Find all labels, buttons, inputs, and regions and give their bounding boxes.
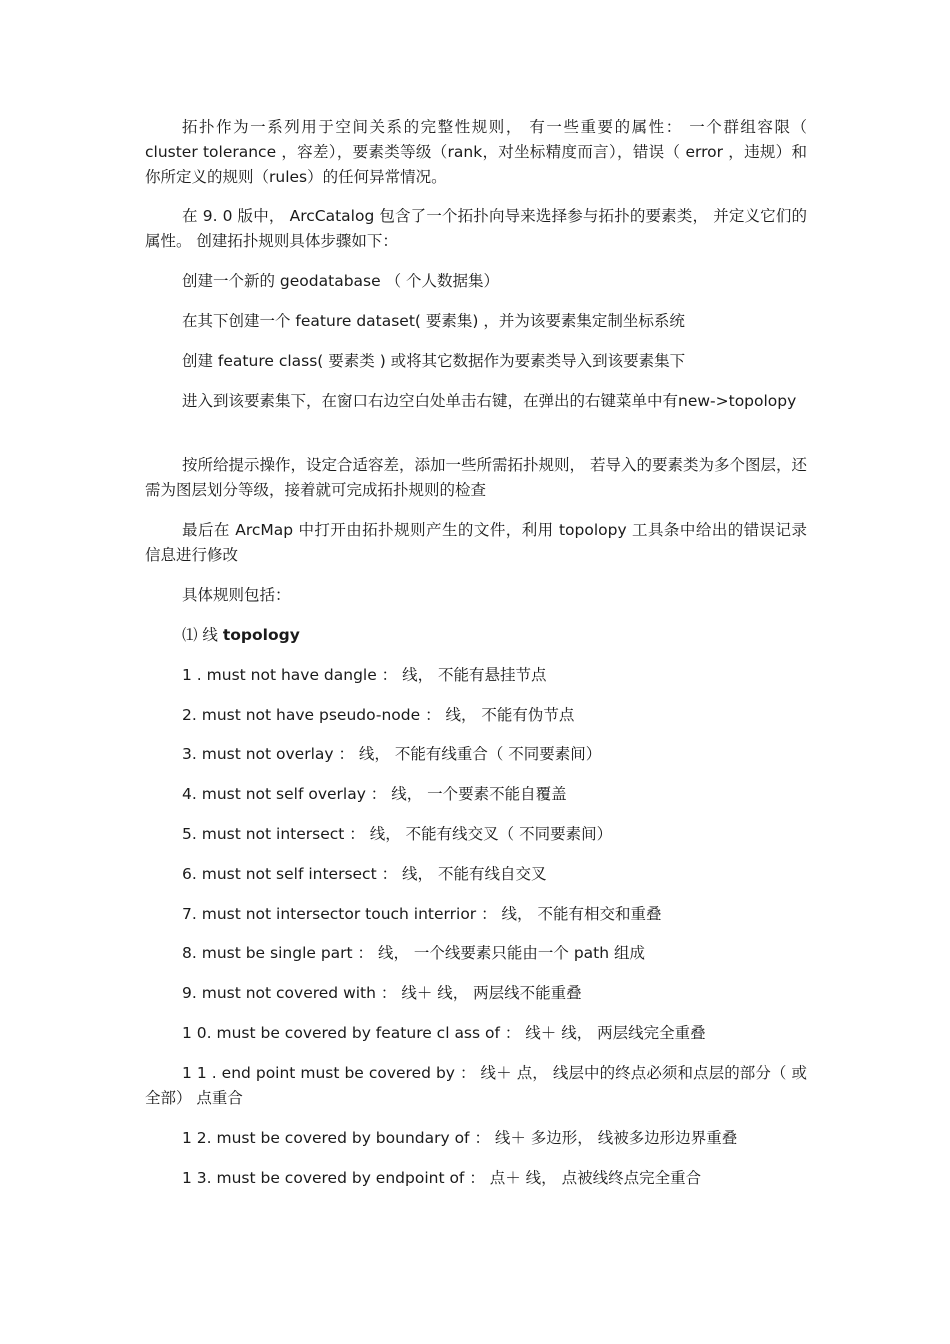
rule-item: 6. must not self intersect ： 线， 不能有线自交叉 [182,865,547,883]
rule-item: 1 1 . end point must be covered by ： 线＋ 点， 线层中的终点必须和点层的部分（ 或全部） 点重合 [145,1064,807,1107]
rule-item: 1 . must not have dangle ： 线， 不能有悬挂节点 [182,666,547,684]
section-title: topology [222,626,300,644]
version-paragraph: 在 9. 0 版中， ArcCatalog 包含了一个拓扑向导来选择参与拓扑的要素类， 并定义它们的属性。 创建拓扑规则具体步骤如下： [145,207,807,250]
step-arcmap-fix: 最后在 ArcMap 中打开由拓扑规则产生的文件，利用 topolopy 工具条中给出的错误记录信息进行修改 [145,521,807,564]
step-create-feature-dataset: 在其下创建一个 feature dataset( 要素集) ，并为该要素集定制坐标系统 [182,312,685,330]
step-create-feature-class: 创建 feature class( 要素类 ) 或将其它数据作为要素类导入到该要素集下 [182,352,686,370]
rule-item: 1 3. must be covered by endpoint of ： 点＋ 线， 点被线终点完全重合 [182,1169,702,1187]
step-set-tolerance: 按所给提示操作，设定合适容差，添加一些所需拓扑规则， 若导入的要素类为多个图层，还需为图层划分等级，接着就可完成拓扑规则的检查 [145,456,807,499]
rule-item: 2. must not have pseudo-node ： 线， 不能有伪节点 [182,706,575,724]
rule-item: 7. must not intersector touch interrior ： 线， 不能有相交和重叠 [182,905,662,923]
rule-item: 1 2. must be covered by boundary of ： 线＋ 多边形， 线被多边形边界重叠 [182,1129,738,1147]
intro-paragraph: 拓扑作为一系列用于空间关系的完整性规则， 有一些重要的属性： 一个群组容限（ cluster tolerance ，容差），要素类等级（rank，对坐标精度而言），错误（ error ，违规）和你所定义的规则（rules）的任何异常情况。 [145,118,807,186]
section-number: ⑴ 线 [182,626,218,644]
step-new-topology: 进入到该要素集下，在窗口右边空白处单击右键，在弹出的右键菜单中有new->topolopy [182,392,797,410]
rule-item: 1 0. must be covered by feature cl ass of ： 线＋ 线， 两层线完全重叠 [182,1024,706,1042]
rules-intro: 具体规则包括： [182,586,291,604]
rule-item: 5. must not intersect ： 线， 不能有线交叉（ 不同要素间） [182,825,613,843]
rule-item: 3. must not overlay ： 线， 不能有线重合（ 不同要素间） [182,745,602,763]
rule-item: 4. must not self overlay ： 线， 一个要素不能自覆盖 [182,785,567,803]
rule-item: 9. must not covered with ： 线＋ 线， 两层线不能重叠 [182,984,582,1002]
step-create-geodatabase: 创建一个新的 geodatabase （ 个人数据集） [182,272,500,290]
rule-item: 8. must be single part ： 线， 一个线要素只能由一个 path 组成 [182,944,645,962]
section-heading [182,623,812,648]
